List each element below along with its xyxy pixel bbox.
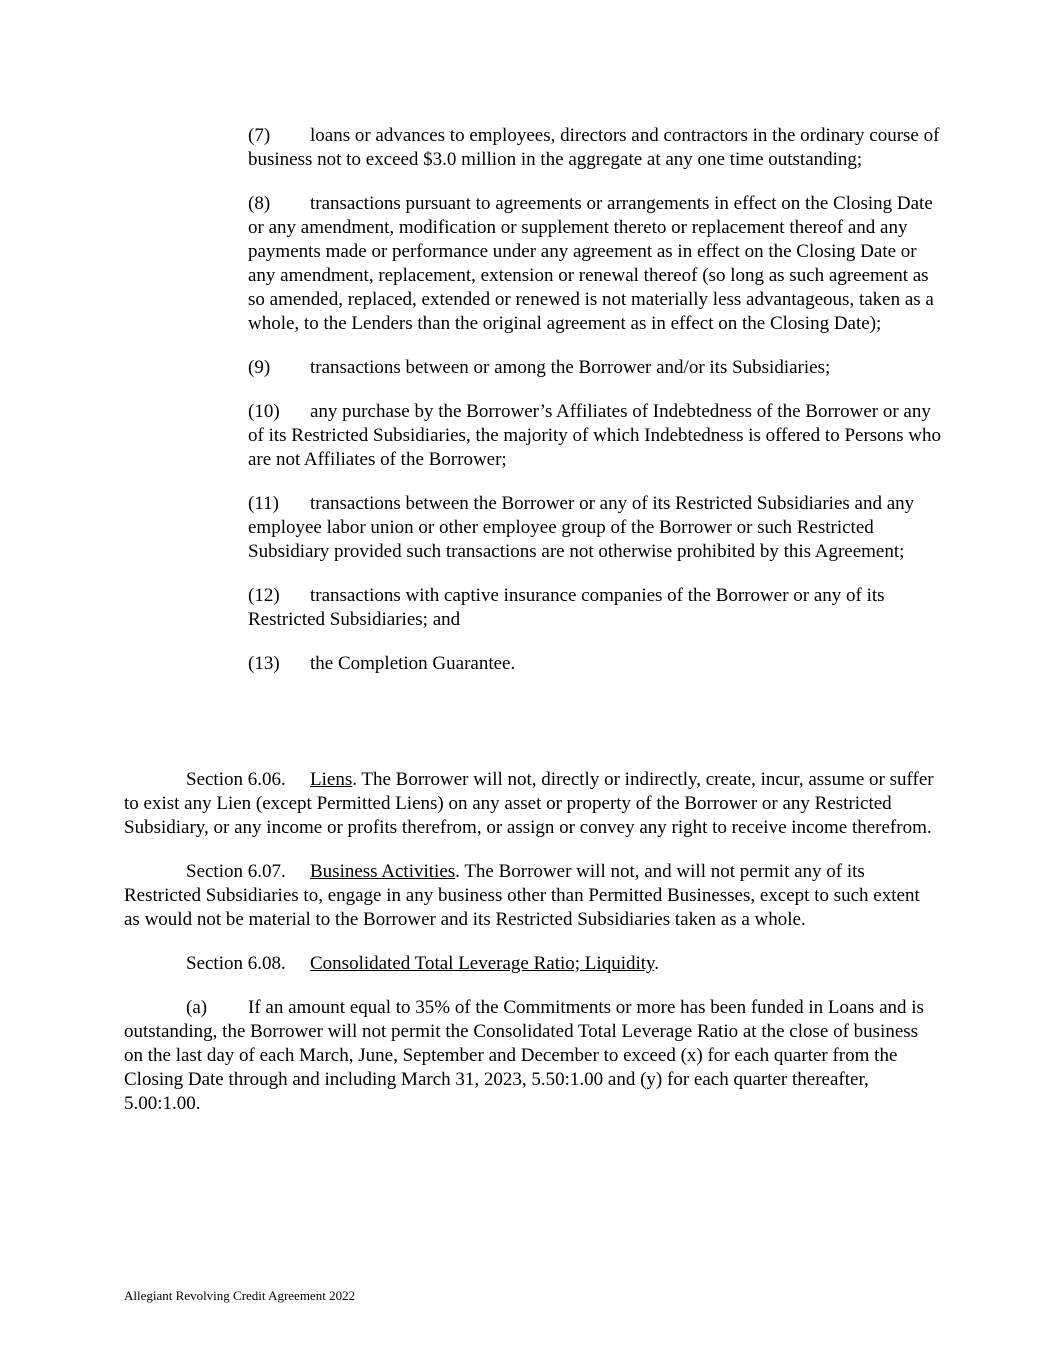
section-6-07 xyxy=(124,860,934,932)
list-item-text: transactions between or among the Borrower and/or its Subsidiaries; xyxy=(310,357,831,378)
section-text: . The Borrower will not, and will not permit any of its Restricted Subsidiaries to, engage in any business other than Permitted Businesses, except to such extent as would not be material to the Borrower and its Restricted Subsidiaries taken as a whole. xyxy=(124,861,920,930)
page-footer: Allegiant Revolving Credit Agreement 2022 xyxy=(124,1288,356,1303)
list-item-number: (10) xyxy=(248,401,280,422)
list-item xyxy=(248,584,948,632)
section-number: Section 6.06. xyxy=(186,769,286,790)
section-6-06 xyxy=(124,768,934,840)
list-item xyxy=(248,124,948,172)
list-item xyxy=(248,492,948,564)
list-item-text: loans or advances to employees, directors and contractors in the ordinary course of business not to exceed $3.0 million in the aggregate at any one time outstanding; xyxy=(248,125,940,170)
list-item-number: (12) xyxy=(248,585,280,606)
section-text: . The Borrower will not, directly or indirectly, create, incur, assume or suffer to exist any Lien (except Permitted Liens) on any asset or property of the Borrower or any Restricted Subsidiary, or any income or profits therefrom, or assign or convey any right to receive income therefrom. xyxy=(124,769,934,838)
list-item xyxy=(248,652,948,676)
sections-body xyxy=(124,768,934,1136)
subsection-text: If an amount equal to 35% of the Commitments or more has been funded in Loans and is outstanding, the Borrower will not permit the Consolidated Total Leverage Ratio at the close of business on the last day of each March, June, September and December to exceed (x) for each quarter from the Closing Date through and including March 31, 2023, 5.50:1.00 and (y) for each quarter thereafter, 5.00:1.00. xyxy=(124,997,924,1114)
list-item-text: transactions with captive insurance companies of the Borrower or any of its Restricted Subsidiaries; and xyxy=(248,585,885,630)
list-item xyxy=(248,400,948,472)
list-item-number: (9) xyxy=(248,357,271,378)
section-title: Business Activities xyxy=(310,861,456,882)
section-number: Section 6.07. xyxy=(186,861,286,882)
numbered-list xyxy=(248,124,948,696)
list-item-text: transactions between the Borrower or any of its Restricted Subsidiaries and any employee labor union or other employee group of the Borrower or such Restricted Subsidiary provided such transactions are not otherwise prohibited by this Agreement; xyxy=(248,493,915,562)
section-text: . xyxy=(654,953,660,974)
section-title: Liens xyxy=(310,769,353,790)
list-item xyxy=(248,356,948,380)
section-6-08-a xyxy=(124,996,934,1116)
list-item-number: (13) xyxy=(248,653,280,674)
list-item-text: the Completion Guarantee. xyxy=(310,653,516,674)
list-item-text: transactions pursuant to agreements or arrangements in effect on the Closing Date or any amendment, modification or supplement thereto or replacement thereof and any payments made or performance under any agreement as in effect on the Closing Date or any amendment, replacement, extension or renewal thereof (so long as such agreement as so amended, replaced, extended or renewed is not materially less advantageous, taken as a whole, to the Lenders than the original agreement as in effect on the Closing Date); xyxy=(248,193,934,334)
list-item-number: (8) xyxy=(248,193,271,214)
section-title: Consolidated Total Leverage Ratio; Liquidity xyxy=(310,953,655,974)
list-item xyxy=(248,192,948,336)
list-item-number: (11) xyxy=(248,493,279,514)
list-item-number: (7) xyxy=(248,125,271,146)
section-number: Section 6.08. xyxy=(186,953,286,974)
list-item-text: any purchase by the Borrower’s Affiliates of Indebtedness of the Borrower or any of its Restricted Subsidiaries, the majority of which Indebtedness is offered to Persons who are not Affiliates of the Borrower; xyxy=(248,401,942,470)
section-6-08 xyxy=(124,952,934,976)
subsection-number: (a) xyxy=(186,997,208,1018)
